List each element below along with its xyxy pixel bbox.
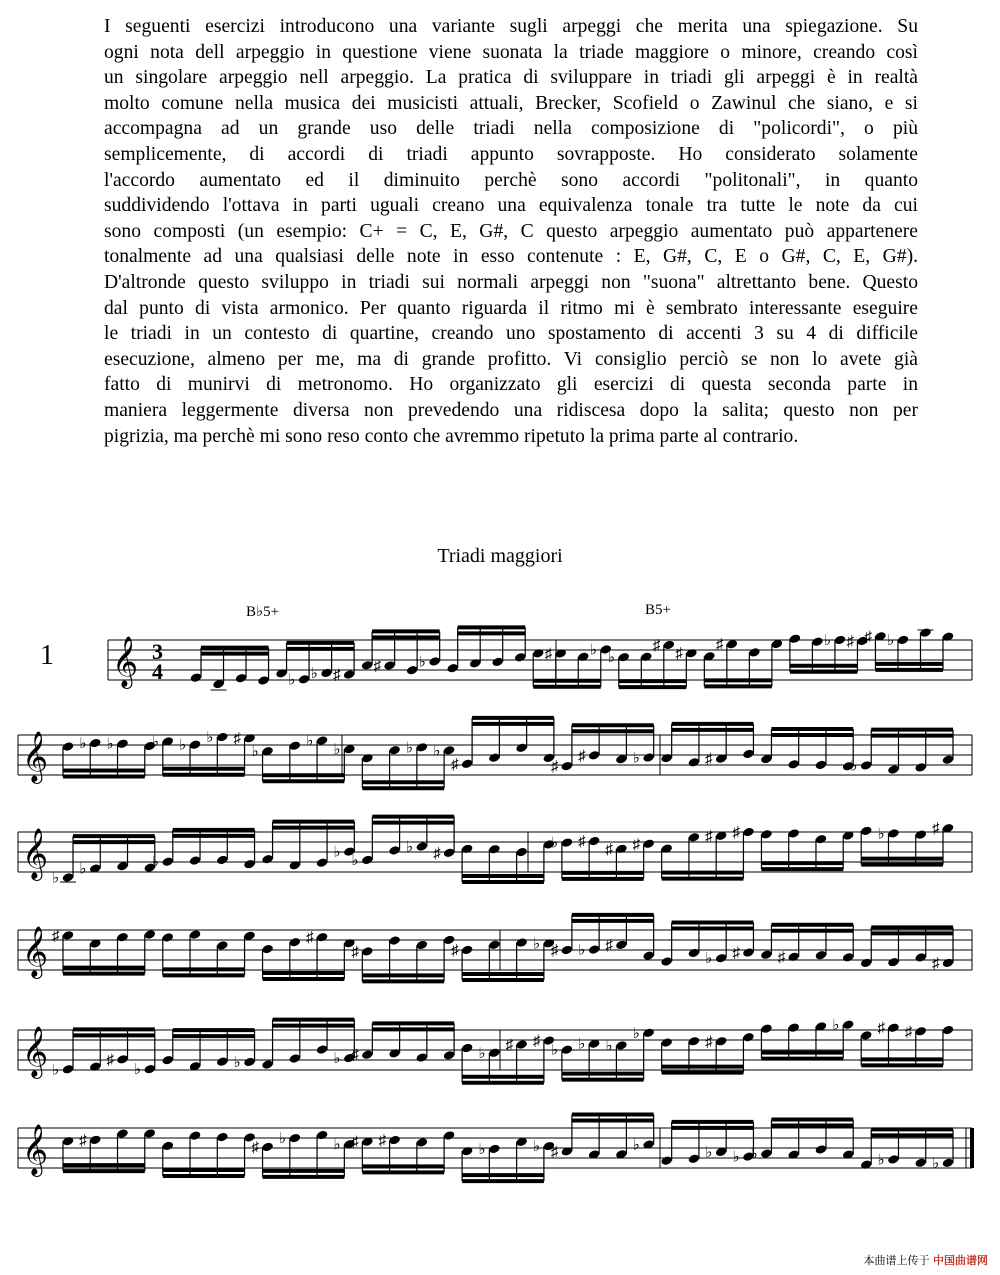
accidental: ♭ [333,1137,341,1154]
accidental: ♭ [532,1139,540,1156]
accidental: ♯ [675,646,683,663]
intro-line: molto comune nella musica dei musicisti attuali, Brecker, Scofield o Zawinul che siano, e si [104,92,918,114]
intro-line: esecuzione, almeno per me, ma di grande profitto. Vi consiglio perciò se non lo avete già [104,348,918,370]
intro-line: l'accordo aumentato ed il diminuito perchè sono accordi "politonali", in quanto [104,169,918,191]
chord-symbol-b-aug: B5+ [645,602,671,618]
accidental: ♭ [405,839,413,856]
accidental: ♯ [351,1134,359,1151]
intro-line: un singolare arpeggio nell arpeggio. La pratica di sviluppare in triadi gli arpeggi è in realtà [104,67,918,89]
accidental: ♭ [151,854,159,871]
intro-line: maniera leggermente diversa non prevedendo una ridiscesa dopo la salita; questo non per [104,399,918,421]
accidental: ♭ [206,730,214,747]
accidental: ♯ [864,629,872,646]
accidental: ♭ [886,632,895,649]
intro-line: sono composti (un esempio: C+ = C, E, G#, C questo arpeggio aumentato può appartenere [104,220,918,242]
accidental: ♭ [79,736,87,753]
accidental: ♯ [378,1133,387,1150]
accidental: ♯ [233,731,242,748]
intro-line: accompagna ad un grande uso delle triadi nella composizione di "policordi", o più [104,118,918,140]
intro-line: dal punto di vista armonico. Per quanto riguarda il ritmo mi è sembrato interessante eseguire [104,297,918,319]
accidental: ♭ [151,734,159,751]
accidental: ♯ [705,828,713,845]
accidental: ♯ [351,1047,359,1064]
accidental: ♭ [478,1045,486,1062]
accidental: ♭ [705,951,713,968]
accidental: ♭ [179,737,187,754]
accidental: ♯ [106,1052,115,1069]
accidental: ♭ [823,632,832,649]
intro-line: ogni nota dell arpeggio in questione viene suonata la triade maggiore o minore, creando così [104,41,918,63]
accidental: ♯ [532,1033,541,1050]
accidental: ♯ [605,937,613,954]
accidental: ♯ [79,1132,87,1149]
treble-clef-icon: 𝄞 [112,636,139,687]
accidental: ♯ [578,748,586,765]
accidental: ♭ [705,1144,713,1161]
accidental: ♯ [550,1144,559,1161]
exercise-number: 1 [40,640,54,671]
accidental: ♭ [133,1062,141,1079]
section-title: Triadi maggiori [437,545,563,567]
accidental: ♯ [451,942,459,959]
accidental: ♭ [310,665,318,682]
intro-line: le triadi in un contesto di quartine, creando uno spostamento di accenti 3 su 4 di difficile [104,323,918,345]
accidental: ♭ [52,870,60,887]
accidental: ♭ [333,844,341,861]
accidental: ♭ [750,1146,758,1163]
accidental: ♯ [306,930,314,947]
accidental: ♯ [652,637,661,654]
accidental: ♭ [351,852,359,869]
accidental: ♯ [550,759,559,776]
intro-line: semplicemente, di accordi di triadi appunto sovrapposte. Ho considerato solamente [104,143,918,165]
accidental: ♭ [306,733,314,750]
intro-line: tonalmente ad una qualsiasi delle note in esso contenute : E, G#, C, E o G#, C, E, G#). [104,246,918,268]
accidental: ♯ [877,1020,885,1037]
accidental: ♭ [932,1155,940,1172]
accidental: ♯ [932,955,940,972]
accidental: ♭ [478,1141,486,1158]
intro-line: D'altronde questo sviluppo in triadi sui normali arpeggi non "suona" altrettanto bene. Questo [104,271,918,293]
accidental: ♭ [550,835,558,852]
accidental: ♭ [589,642,597,659]
intro-line: I seguenti esercizi introducono una variante sugli arpeggi che merita una spiegazione. Su [104,16,918,37]
accidental: ♭ [52,1062,60,1079]
accidental: ♭ [233,1054,241,1071]
accidental: ♭ [333,742,341,759]
accidental: ♭ [632,1025,640,1042]
intro-line: fatto di munirvi di metronomo. Ho organizzato gli esercizi di questa seconda parte in [104,374,918,396]
accidental: ♯ [705,1034,713,1051]
accidental: ♭ [333,1051,341,1068]
accidental: ♯ [550,943,559,960]
treble-clef-icon: 𝄞 [22,1124,49,1175]
accidental: ♯ [732,945,740,962]
accidental: ♭ [433,743,441,760]
time-signature-bottom: 4 [152,659,163,684]
accidental: ♯ [451,756,459,773]
chord-symbol-bb-aug: B♭5+ [246,604,280,620]
accidental: ♭ [532,936,540,953]
accidental: ♭ [632,750,640,767]
site-logo: 中国曲谱网 [933,1254,988,1267]
time-signature-top: 3 [152,639,163,664]
accidental: ♯ [351,944,359,961]
accidental: ♭ [79,861,87,878]
accidental: ♯ [251,1139,260,1156]
accidental: ♭ [632,1137,640,1154]
accidental: ♯ [932,821,940,838]
accidental: ♭ [405,740,413,757]
accidental: ♯ [732,825,740,842]
intro-line: suddividendo l'ottava in parti uguali creano una equivalenza tonale tra tutte le note da cui [104,195,918,217]
footer-watermark [864,1252,989,1268]
accidental: ♭ [850,758,858,775]
accidental: ♭ [278,1131,286,1148]
accidental: ♭ [251,744,259,761]
accidental: ♭ [832,1017,840,1034]
accidental: ♭ [106,736,114,753]
accidental: ♯ [846,633,854,650]
accidental: ♭ [550,1042,558,1059]
accidental: ♭ [877,1152,885,1169]
accidental: ♯ [777,949,786,966]
accidental: ♭ [418,654,426,671]
accidental: ♯ [705,751,713,768]
accidental: ♭ [732,1149,740,1166]
accidental: ♯ [433,845,441,862]
accidental: ♭ [877,826,885,843]
accidental: ♭ [578,942,586,959]
accidental: ♯ [373,658,382,675]
treble-clef-icon: 𝄞 [22,1026,49,1077]
accidental: ♯ [715,637,724,654]
accidental: ♯ [605,841,613,858]
footer-text: 本曲谱上传于 [863,1254,930,1267]
accidental: ♯ [632,836,641,853]
accidental: ♯ [505,1037,514,1054]
accidental: ♯ [544,646,553,663]
accidental: ♯ [904,1024,913,1041]
accidental: ♭ [605,1038,613,1055]
intro-line: pigrizia, ma perchè mi sono reso conto che avremmo ripetuto la prima parte al contrario. [104,425,799,447]
accidental: ♯ [333,667,341,684]
accidental: ♭ [578,1036,586,1053]
treble-clef-icon: 𝄞 [22,828,49,879]
treble-clef-icon: 𝄞 [22,731,49,782]
treble-clef-icon: 𝄞 [22,926,49,977]
accidental: ♭ [607,650,615,667]
accidental: ♭ [288,672,296,689]
accidental: ♯ [52,928,60,945]
accidental: ♯ [578,834,586,851]
